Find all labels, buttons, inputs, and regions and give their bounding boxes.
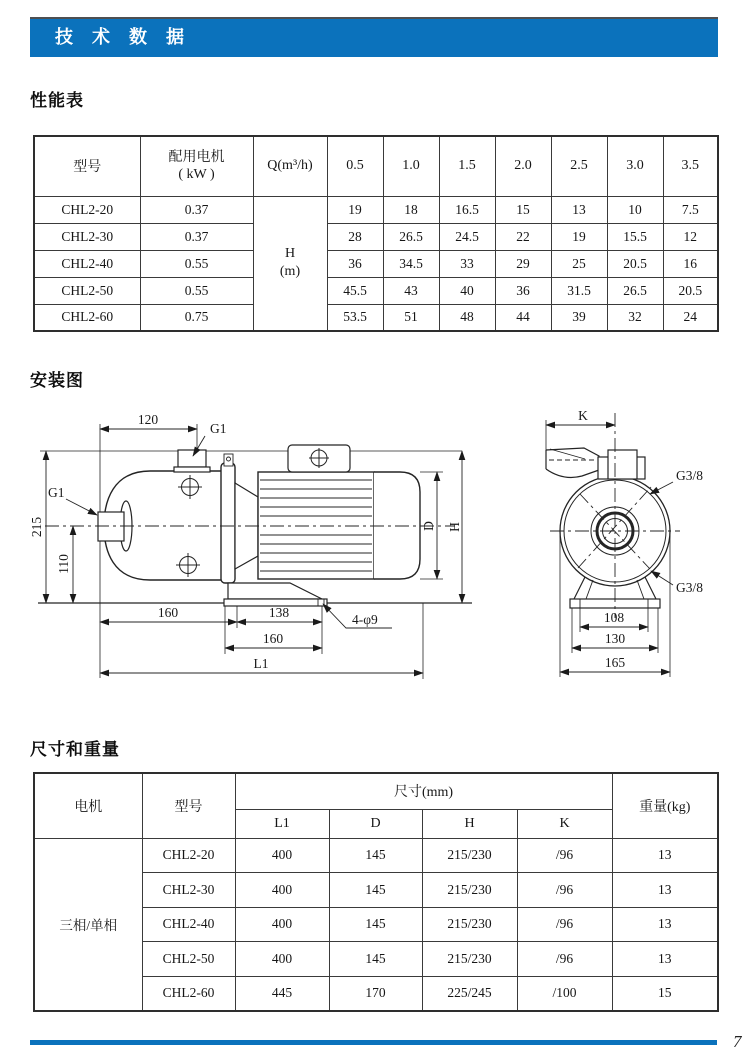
dim-130-label: 130 [604, 631, 626, 646]
col-weight-header: 重量(kg) [612, 773, 718, 838]
cell-h: 20.5 [663, 277, 718, 304]
performance-table [33, 135, 719, 332]
cell-d: 145 [329, 942, 422, 977]
cell-h: 215/230 [422, 838, 517, 873]
cell-k: /96 [517, 907, 612, 942]
g38-top-label: G3/8 [676, 468, 703, 483]
cell-model: CHL2-30 [142, 873, 235, 908]
cell-h: 15.5 [607, 223, 663, 250]
cell-h: 44 [495, 304, 551, 331]
cell-motor-type: 三相/单相 [34, 838, 142, 1011]
dim-d-label: D [421, 521, 436, 531]
page-number: 7 [733, 1032, 742, 1051]
table-row [34, 196, 718, 223]
performance-title: 性能表 [30, 91, 84, 110]
cell-h: 34.5 [383, 250, 439, 277]
q-col-1: 1.0 [383, 136, 439, 196]
q-col-6: 3.5 [663, 136, 718, 196]
cell-model: CHL2-40 [142, 907, 235, 942]
cell-h: 36 [495, 277, 551, 304]
cell-h: 15 [495, 196, 551, 223]
cell-l1: 445 [235, 976, 329, 1011]
cell-d: 145 [329, 907, 422, 942]
q-col-0: 0.5 [327, 136, 383, 196]
cell-k: /100 [517, 976, 612, 1011]
bolt-hole-label: 4-φ9 [352, 612, 378, 627]
table-row [34, 250, 718, 277]
dim-215-label: 215 [29, 516, 44, 538]
cell-h: 18 [383, 196, 439, 223]
cell-weight: 13 [612, 942, 718, 977]
dim-l1-label: L1 [253, 656, 269, 671]
cell-h: 32 [607, 304, 663, 331]
cell-h: 39 [551, 304, 607, 331]
cell-model: CHL2-40 [34, 250, 140, 277]
dim-h-label: H [447, 522, 462, 532]
g1-left-label: G1 [48, 485, 65, 500]
col-motor-header [140, 136, 253, 196]
col-d-header: D [329, 809, 422, 838]
cell-h: 29 [495, 250, 551, 277]
col-motor-line1: 配用电机 [168, 150, 225, 166]
cell-l1: 400 [235, 838, 329, 873]
cell-h: 215/230 [422, 942, 517, 977]
installation-title: 安装图 [30, 371, 84, 390]
cell-model: CHL2-50 [34, 277, 140, 304]
cell-h: 31.5 [551, 277, 607, 304]
cell-weight: 13 [612, 873, 718, 908]
cell-h: 25 [551, 250, 607, 277]
cell-h: 51 [383, 304, 439, 331]
dim-138-label: 138 [268, 605, 290, 620]
installation-drawing [15, 390, 735, 720]
table-row [34, 304, 718, 331]
dimensions-table [33, 772, 719, 1012]
cell-h: 28 [327, 223, 383, 250]
q-col-2: 1.5 [439, 136, 495, 196]
head-symbol: H [284, 246, 296, 262]
cell-h: 215/230 [422, 873, 517, 908]
pump-side-view-drawing [38, 424, 472, 679]
cell-h: 13 [551, 196, 607, 223]
dim-110-label: 110 [56, 554, 71, 574]
cell-h: 26.5 [383, 223, 439, 250]
cell-h: 7.5 [663, 196, 718, 223]
cell-model: CHL2-20 [142, 838, 235, 873]
cell-weight: 13 [612, 907, 718, 942]
cell-power: 0.55 [140, 277, 253, 304]
cell-h: 16.5 [439, 196, 495, 223]
dim-120-label: 120 [137, 412, 159, 427]
col-size-group-header: 尺寸(mm) [235, 773, 612, 809]
cell-l1: 400 [235, 873, 329, 908]
cell-model: CHL2-60 [34, 304, 140, 331]
cell-head-unit [253, 196, 327, 331]
cell-power: 0.37 [140, 223, 253, 250]
head-unit: (m) [279, 264, 301, 280]
cell-h: 43 [383, 277, 439, 304]
footer-rule [30, 1040, 717, 1045]
g1-top-label: G1 [210, 421, 227, 436]
cell-model: CHL2-60 [142, 976, 235, 1011]
cell-h: 225/245 [422, 976, 517, 1011]
cell-weight: 15 [612, 976, 718, 1011]
dim-108-label: 108 [603, 610, 625, 625]
col-l1-header: L1 [235, 809, 329, 838]
cell-model: CHL2-30 [34, 223, 140, 250]
cell-weight: 13 [612, 838, 718, 873]
cell-h: 48 [439, 304, 495, 331]
cell-power: 0.37 [140, 196, 253, 223]
col-h-header: H [422, 809, 517, 838]
page-title: 技 术 数 据 [55, 27, 192, 47]
dim-160b-label: 160 [262, 631, 284, 646]
cell-d: 145 [329, 873, 422, 908]
cell-k: /96 [517, 838, 612, 873]
cell-k: /96 [517, 942, 612, 977]
cell-h: 19 [551, 223, 607, 250]
cell-h: 26.5 [607, 277, 663, 304]
cell-d: 145 [329, 838, 422, 873]
col-k-header: K [517, 809, 612, 838]
dim-k-label: K [578, 408, 588, 423]
cell-h: 45.5 [327, 277, 383, 304]
col-motor-header: 电机 [34, 773, 142, 838]
section-header-bar [30, 17, 718, 57]
q-col-5: 3.0 [607, 136, 663, 196]
cell-h: 12 [663, 223, 718, 250]
dim-160a-label: 160 [157, 605, 179, 620]
cell-h: 16 [663, 250, 718, 277]
cell-h: 19 [327, 196, 383, 223]
cell-h: 22 [495, 223, 551, 250]
cell-power: 0.75 [140, 304, 253, 331]
col-model-header: 型号 [34, 136, 140, 196]
cell-model: CHL2-50 [142, 942, 235, 977]
cell-h: 24 [663, 304, 718, 331]
table-row [34, 223, 718, 250]
cell-h: 24.5 [439, 223, 495, 250]
table-row [34, 277, 718, 304]
q-col-3: 2.0 [495, 136, 551, 196]
col-q-header: Q(m³/h) [253, 136, 327, 196]
dim-165-label: 165 [604, 655, 626, 670]
q-col-4: 2.5 [551, 136, 607, 196]
cell-d: 170 [329, 976, 422, 1011]
g38-bottom-label: G3/8 [676, 580, 703, 595]
cell-k: /96 [517, 873, 612, 908]
dimensions-title: 尺寸和重量 [30, 740, 120, 759]
cell-h: 20.5 [607, 250, 663, 277]
cell-power: 0.55 [140, 250, 253, 277]
cell-h: 53.5 [327, 304, 383, 331]
cell-h: 10 [607, 196, 663, 223]
cell-h: 33 [439, 250, 495, 277]
cell-h: 215/230 [422, 907, 517, 942]
cell-model: CHL2-20 [34, 196, 140, 223]
cell-l1: 400 [235, 942, 329, 977]
table-row [34, 838, 718, 873]
col-model-header: 型号 [142, 773, 235, 838]
cell-h: 40 [439, 277, 495, 304]
col-motor-line2: ( kW ) [178, 167, 215, 183]
cell-h: 36 [327, 250, 383, 277]
cell-l1: 400 [235, 907, 329, 942]
